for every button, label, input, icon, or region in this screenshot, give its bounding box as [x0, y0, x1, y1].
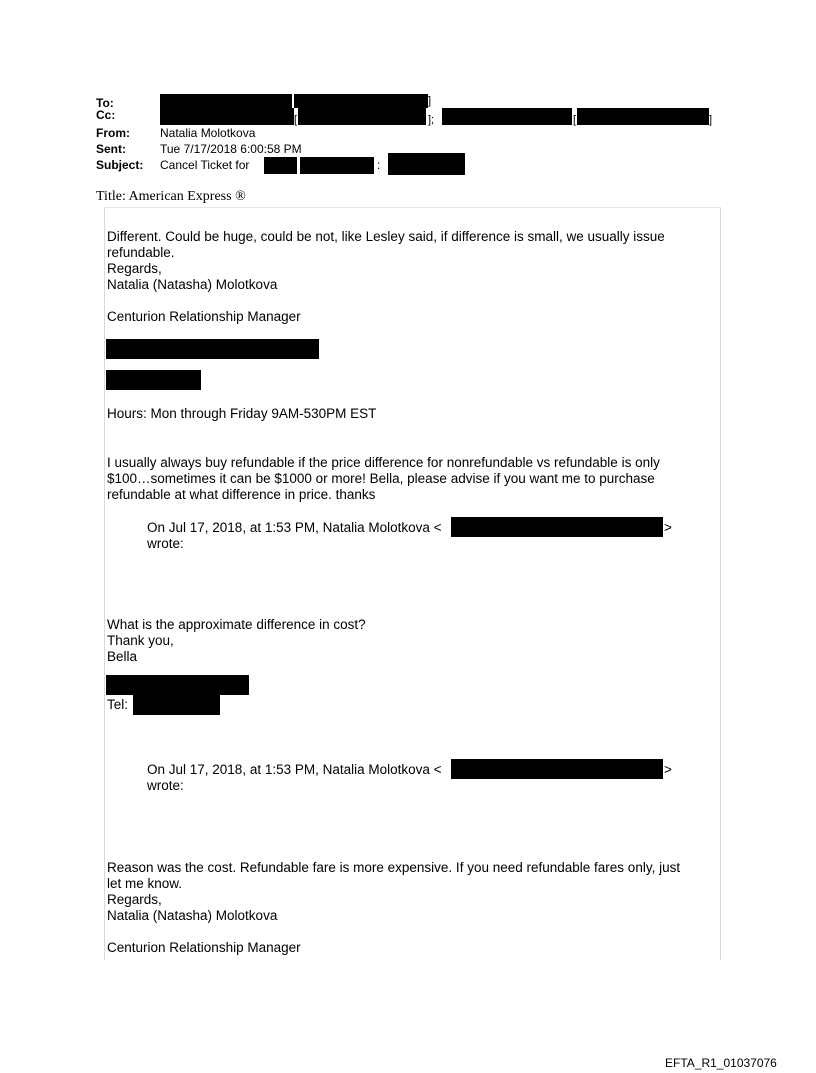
sent-label: Sent:: [96, 142, 126, 156]
subject-label: Subject:: [96, 158, 144, 172]
quote1-line1: On Jul 17, 2018, at 1:53 PM, Natalia Molotkova <: [147, 520, 442, 535]
body-p2-line3: refundable at what difference in price. thanks: [107, 487, 376, 502]
body-p3-line2: Thank you,: [107, 633, 174, 648]
subject-colon: :: [377, 158, 381, 172]
redacted-cc-2: [298, 108, 426, 125]
to-bracket: ]: [428, 95, 432, 107]
redacted-subject-3: [388, 153, 465, 175]
body-p2-line1: I usually always buy refundable if the price difference for nonrefundable vs refundable is only: [107, 455, 660, 470]
from-value: Natalia Molotkova: [160, 126, 256, 140]
redacted-cc-1: [160, 108, 294, 125]
from-label: From:: [96, 126, 130, 140]
redacted-email-1: [451, 517, 663, 537]
body-p2-line2: $100…sometimes it can be $1000 or more! Bella, please advise if you want me to purchase: [107, 471, 655, 486]
signature-role-2: Centurion Relationship Manager: [107, 940, 301, 955]
redacted-email-2: [451, 759, 663, 779]
quote1-line2: wrote:: [147, 536, 184, 551]
redacted-cc-3: [442, 108, 572, 125]
body-p4-line1: Reason was the cost. Refundable fare is more expensive. If you need refundable fares only, just: [107, 860, 681, 875]
redacted-phone: [133, 695, 220, 715]
sent-value: Tue 7/17/2018 6:00:58 PM: [160, 142, 302, 156]
body-p1-line3: Regards,: [107, 261, 162, 276]
signature-role-1: Centurion Relationship Manager: [107, 309, 301, 324]
to-label: To:: [96, 96, 114, 110]
quote1-close: >: [664, 520, 672, 535]
cc-bracket-1: [: [294, 114, 298, 126]
bates-number: EFTA_R1_01037076: [665, 1056, 777, 1070]
body-p4-line3: Regards,: [107, 892, 162, 907]
body-p4-line2: let me know.: [107, 876, 183, 891]
body-p3-line3: Bella: [107, 649, 138, 664]
redacted-to-1: [160, 94, 292, 108]
redacted-signature-1: [106, 339, 319, 359]
cc-bracket-4: ]: [709, 114, 713, 126]
body-p1-line4: Natalia (Natasha) Molotkova: [107, 277, 278, 292]
redacted-cc-4: [577, 108, 709, 125]
body-p4-line4: Natalia (Natasha) Molotkova: [107, 908, 278, 923]
redacted-subject-2: [300, 157, 374, 174]
body-p1-line1: Different. Could be huge, could be not, like Lesley said, if difference is small, we usually issue: [107, 229, 665, 244]
subject-value: Cancel Ticket for: [160, 158, 250, 172]
redacted-signature-3: [106, 675, 249, 695]
cc-label: Cc:: [96, 108, 116, 122]
quote2-close: >: [664, 762, 672, 777]
body-p3-line1: What is the approximate difference in cost?: [107, 617, 366, 632]
quote2-line1: On Jul 17, 2018, at 1:53 PM, Natalia Molotkova <: [147, 762, 442, 777]
quote2-line2: wrote:: [147, 778, 184, 793]
hours-line: Hours: Mon through Friday 9AM-530PM EST: [107, 406, 377, 421]
cc-bracket-2: ];: [428, 114, 435, 126]
body-p1-line2: refundable.: [107, 245, 175, 260]
redacted-subject-1: [264, 157, 297, 174]
redacted-to-2: [294, 94, 428, 108]
cc-bracket-3: [: [573, 114, 577, 126]
document-title: Title: American Express ®: [96, 189, 246, 204]
redacted-signature-2: [106, 370, 201, 390]
tel-label: Tel:: [107, 697, 129, 712]
